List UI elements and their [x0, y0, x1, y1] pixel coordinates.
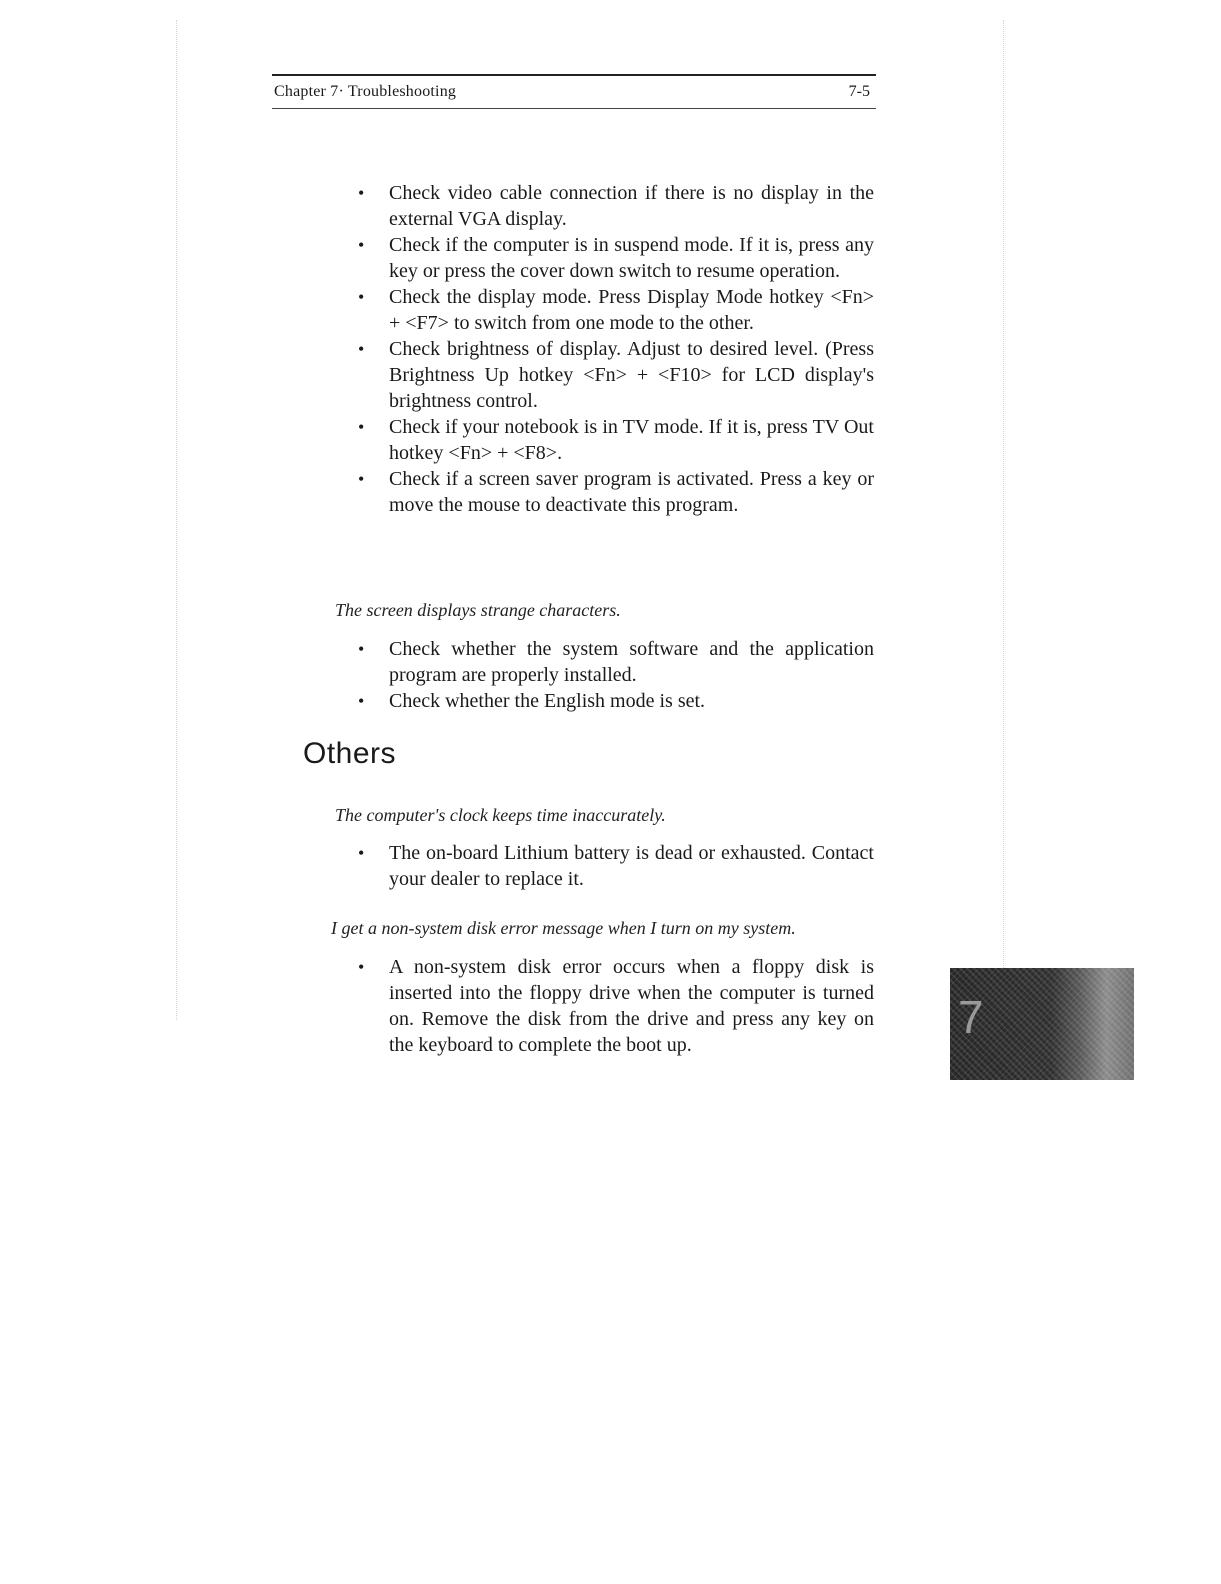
list-item: • Check whether the English mode is set.: [358, 688, 874, 714]
chapter-tab-number: 7: [958, 991, 984, 1043]
list-item: • Check video cable connection if there is no display in the external VGA display.: [358, 180, 874, 232]
section-title-others: Others: [303, 737, 397, 770]
chapter-thumb-tab: [950, 968, 1134, 1080]
list-item: • A non-system disk error occurs when a floppy disk is inserted into the floppy drive when the computer is turned on. Remove the disk from the drive and press any key on the keyboard to complete the boot up.: [358, 954, 874, 1058]
subheading-clock: The computer's clock keeps time inaccurately.: [335, 805, 666, 825]
list-item: • The on-board Lithium battery is dead or exhausted. Contact your dealer to replace it.: [358, 840, 874, 892]
subheading-strange-characters: The screen displays strange characters.: [335, 600, 621, 620]
list-item: • Check whether the system software and the application program are properly installed.: [358, 636, 874, 688]
strange-characters-list: [358, 636, 874, 714]
scan-margin-line: [1003, 20, 1004, 1020]
list-item: • Check if the computer is in suspend mode. If it is, press any key or press the cover down switch to resume operation.: [358, 232, 874, 284]
list-item: • Check brightness of display. Adjust to desired level. (Press Brightness Up hotkey <Fn> + <F10> for LCD display's brightness control.: [358, 336, 874, 414]
clock-list: [358, 840, 874, 892]
header-chapter-title: Chapter 7· Troubleshooting: [274, 83, 457, 100]
list-item: • Check if a screen saver program is activated. Press a key or move the mouse to deactivate this program.: [358, 466, 874, 518]
running-header: [272, 74, 876, 109]
subheading-disk-error: I get a non-system disk error message when I turn on my system.: [331, 918, 796, 938]
list-item: • Check if your notebook is in TV mode. If it is, press TV Out hotkey <Fn> + <F8>.: [358, 414, 874, 466]
display-checks-list: [358, 180, 874, 518]
scan-margin-line: [176, 20, 177, 1020]
header-page-number: 7-5: [848, 83, 870, 100]
list-item: • Check the display mode. Press Display Mode hotkey <Fn> + <F7> to switch from one mode to the other.: [358, 284, 874, 336]
disk-error-list: [358, 954, 874, 1058]
